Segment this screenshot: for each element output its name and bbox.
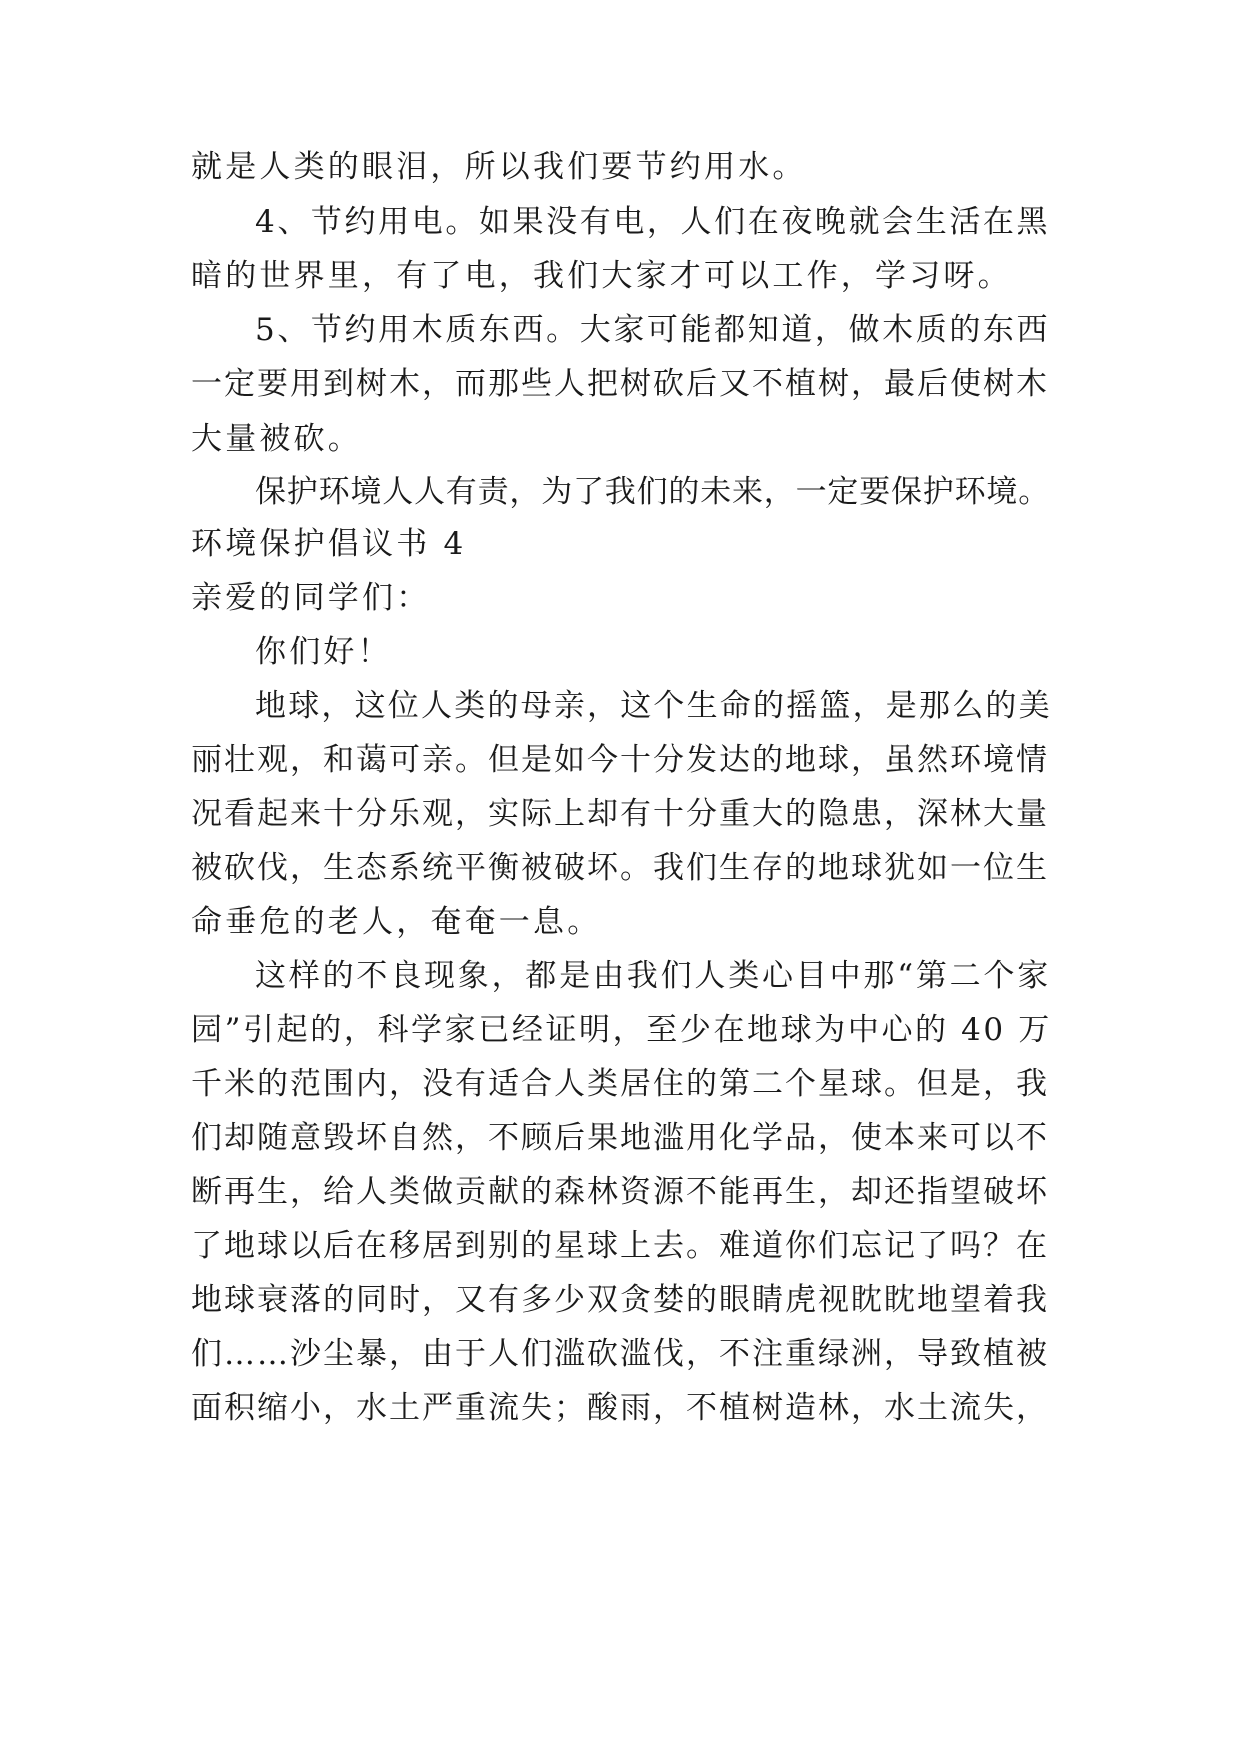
text-line: 一定要用到树木，而那些人把树砍后又不植树，最后使树木 [191,366,1049,402]
paragraph-line: 园”引起的，科学家已经证明，至少在地球为中心的 40 万 [191,1012,1052,1048]
paragraph-line: 地球，这位人类的母亲，这个生命的摇篮，是那么的美 [255,688,1052,724]
paragraph-line: 千米的范围内，没有适合人类居住的第二个星球。但是，我 [191,1066,1049,1102]
paragraph-line: 面积缩小，水土严重流失；酸雨，不植树造林，水土流失， [191,1390,1049,1426]
list-item-5: 5、节约用木质东西。大家可能都知道，做木质的东西 [255,312,1051,348]
paragraph-line: 地球衰落的同时，又有多少双贪婪的眼睛虎视眈眈地望着我 [191,1282,1049,1318]
paragraph-closing: 保护环境人人有责，为了我们的未来，一定要保护环境。 [255,474,1050,510]
text-line: 就是人类的眼泪，所以我们要节约用水。 [191,149,807,185]
paragraph-line: 们却随意毁坏自然，不顾后果地滥用化学品，使本来可以不 [191,1120,1049,1156]
list-item-4: 4、节约用电。如果没有电，人们在夜晚就会生活在黑 [255,204,1051,240]
paragraph-line: 这样的不良现象，都是由我们人类心目中那“第二个家 [255,958,1052,994]
text-line: 大量被砍。 [191,421,362,457]
paragraph-line: 命垂危的老人，奄奄一息。 [191,904,602,940]
greeting: 你们好！ [255,634,392,670]
paragraph-line: 断再生，给人类做贡献的森林资源不能再生，却还指望破坏 [191,1174,1049,1210]
paragraph-line: 况看起来十分乐观，实际上却有十分重大的隐患，深林大量 [191,796,1049,832]
section-heading: 环境保护倡议书 4 [191,526,467,562]
salutation: 亲爱的同学们： [191,580,431,616]
paragraph-line: 们……沙尘暴，由于人们滥砍滥伐，不注重绿洲，导致植被 [191,1336,1049,1372]
paragraph-line: 被砍伐，生态系统平衡被破坏。我们生存的地球犹如一位生 [191,850,1049,886]
paragraph-line: 了地球以后在移居到别的星球上去。难道你们忘记了吗？在 [191,1228,1049,1264]
paragraph-line: 丽壮观，和蔼可亲。但是如今十分发达的地球，虽然环境情 [191,742,1049,778]
text-line: 暗的世界里，有了电，我们大家才可以工作，学习呀。 [191,258,1012,294]
